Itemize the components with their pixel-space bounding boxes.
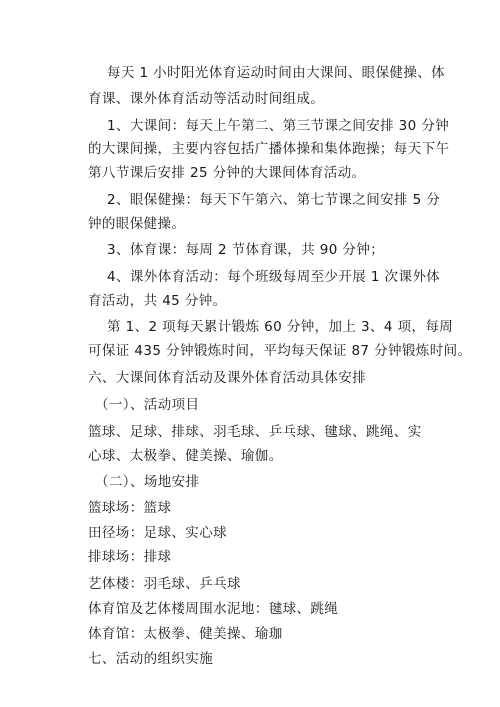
- paragraph-line: 排球场：排球: [88, 549, 172, 565]
- paragraph-line: 篮球场：篮球: [88, 500, 172, 516]
- paragraph-line: 每天 1 小时阳光体育运动时间由大课间、眼保健操、体: [107, 65, 446, 81]
- subsection-heading: （一）、活动项目: [95, 397, 200, 413]
- paragraph-line: 3、体育课：每周 2 节体育课，共 90 分钟；: [107, 242, 385, 258]
- paragraph-line: 体育馆：太极拳、健美操、瑜珈: [88, 626, 283, 642]
- paragraph-line: 可保证 435 分钟锻炼时间，平均每天保证 87 分钟锻炼时间。: [88, 343, 472, 359]
- paragraph-line: 田径场：足球、实心球: [88, 525, 227, 541]
- paragraph-line: 的大课间操，主要内容包括广播体操和集体跑操；每天下午: [88, 141, 450, 157]
- paragraph-line: 育活动，共 45 分钟。: [88, 293, 227, 309]
- paragraph-line: 第 1、2 项每天累计锻炼 60 分钟，加上 3、4 项，每周: [107, 319, 454, 335]
- paragraph-line: 1、大课间：每天上午第二、第三节课之间安排 30 分钟: [107, 118, 450, 134]
- paragraph-line: 钟的眼保健操。: [88, 216, 186, 232]
- paragraph-line: 篮球、足球、排球、羽毛球、乒乓球、毽球、跳绳、实: [88, 424, 422, 440]
- subsection-heading: （二）、场地安排: [95, 474, 200, 490]
- paragraph-line: 体育馆及艺体楼周围水泥地：毽球、跳绳: [88, 601, 339, 617]
- paragraph-line: 4、课外体育活动：每个班级每周至少开展 1 次课外体: [107, 269, 441, 285]
- paragraph-line: 第八节课后安排 25 分钟的大课间体育活动。: [88, 165, 366, 181]
- section-heading: 七、活动的组织实施: [88, 651, 214, 667]
- paragraph-line: 心球、太极拳、健美操、瑜伽。: [88, 448, 283, 464]
- paragraph-line: 2、眼保健操：每天下午第六、第七节课之间安排 5 分: [107, 192, 441, 208]
- paragraph-line: 育课、课外体育活动等活动时间组成。: [88, 91, 325, 107]
- section-heading: 六、大课间体育活动及课外体育活动具体安排: [88, 370, 366, 386]
- paragraph-line: 艺体楼：羽毛球、乒乓球: [88, 576, 241, 592]
